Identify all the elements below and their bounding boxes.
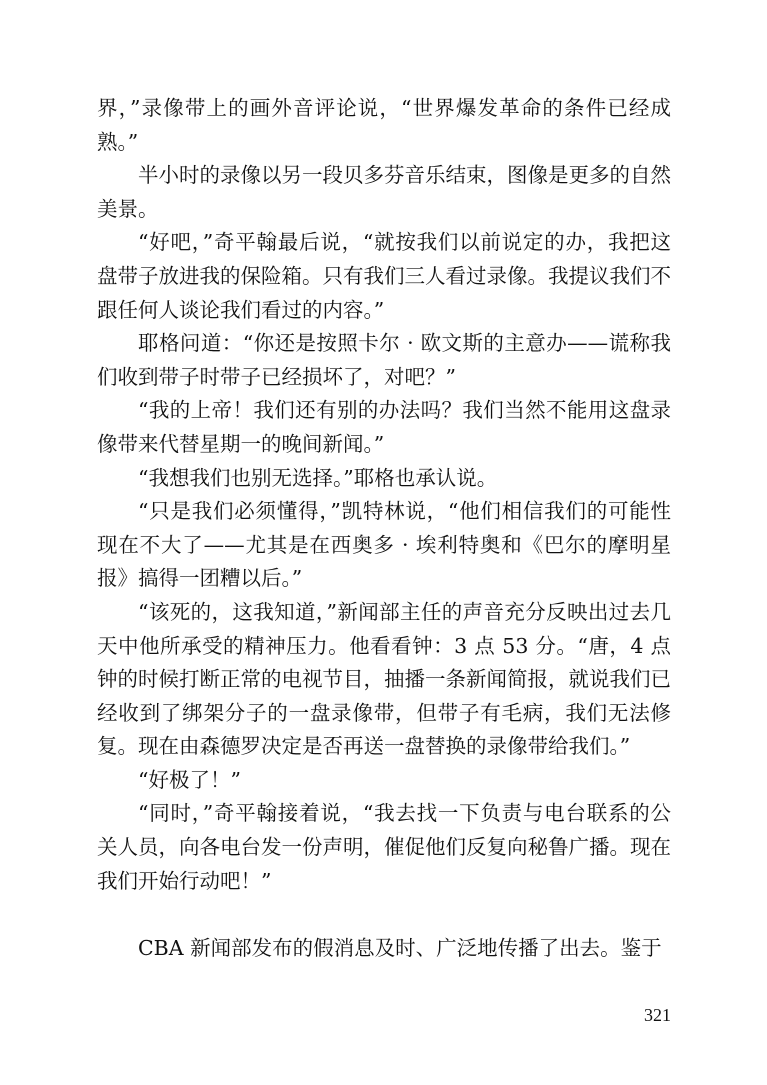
paragraph: “该死的，这我知道，”新闻部主任的声音充分反映出过去几天中他所承受的精神压力。他看看钟：3 点 53 分。“唐，4 点钟的时候打断正常的电视节目，抽播一条新闻简报，就说我们已经收到了绑架分子的一盘录像带，但带子有毛病，我们无法修复。现在由森德罗决定是否再送一盘替换的录像带给我们。” (97, 599, 671, 759)
page-number: 321 (644, 1005, 671, 1025)
paragraph: 界，”录像带上的画外音评论说，“世界爆发革命的条件已经成熟。” (97, 96, 671, 154)
body-text (97, 92, 671, 965)
paragraph: 耶格问道：“你还是按照卡尔 · 欧文斯的主意办——谎称我们收到带子时带子已经损坏了，对吧？” (97, 331, 671, 389)
paragraph: “我的上帝！我们还有别的办法吗？我们当然不能用这盘录像带来代替星期一的晚间新闻。” (97, 398, 671, 456)
section-break (97, 898, 671, 932)
paragraph: “我想我们也别无选择。”耶格也承认说。 (138, 465, 498, 490)
paragraph: “好极了！” (138, 767, 241, 792)
paragraph: “只是我们必须懂得，”凯特林说，“他们相信我们的可能性现在不大了——尤其是在西奥多 · 埃利特奥和《巴尔的摩明星报》搞得一团糟以后。” (97, 499, 671, 591)
paragraph: “同时，”奇平翰接着说，“我去找一下负责与电台联系的公关人员，向各电台发一份声明，催促他们反复向秘鲁广播。现在我们开始行动吧！” (97, 801, 671, 893)
paragraph: “好吧，”奇平翰最后说，“就按我们以前说定的办，我把这盘带子放进我的保险箱。只有我们三人看过录像。我提议我们不跟任何人谈论我们看过的内容。” (97, 230, 671, 322)
paragraph: 半小时的录像以另一段贝多芬音乐结束，图像是更多的自然美景。 (97, 163, 671, 221)
paragraph: CBA 新闻部发布的假消息及时、广泛地传播了出去。鉴于 (138, 935, 662, 960)
